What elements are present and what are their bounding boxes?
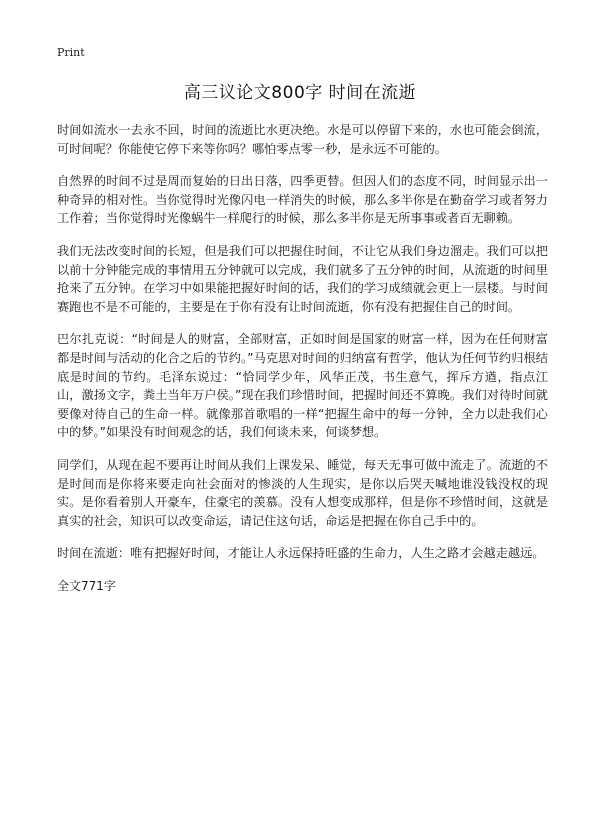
paragraph-5: 同学们，从现在起不要再让时间从我们上课发呆、睡觉，每天无事可做中流走了。流逝的不是时间而是你将来要走向社会面对的惨淡的人生现实，是你以后哭天喊地谁没钱没权的现实。是你看着别人开豪车，住豪宅的羡慕。没有人想变成那样，但是你不珍惜时间，这就是真实的社会，知识可以改变命运，请记住这句话，命运是把握在你自己手中的。 xyxy=(57,457,548,528)
paragraph-6: 时间在流逝：唯有把握好时间，才能让人永远保持旺盛的生命力，人生之路才会越走越远。 xyxy=(57,546,545,561)
article-title: 高三议论文800字 时间在流逝 xyxy=(183,83,417,103)
article-body xyxy=(57,121,548,595)
paragraph-2: 自然界的时间不过是周而复始的日出日落，四季更替。但因人们的态度不同，时间显示出一种奇异的相对性。当你觉得时光像闪电一样消失的时候，那么多半你是在勤奋学习或者努力工作着；当你觉得时光像蜗牛一样爬行的时候，那么多半你是无所事事或者百无聊赖。 xyxy=(57,174,548,226)
paragraph-1: 时间如流水一去永不回，时间的流逝比水更决绝。水是可以停留下来的，水也可能会倒流，可时间呢？你能使它停下来等你吗？哪怕零点零一秒，是永远不可能的。 xyxy=(57,123,548,156)
paragraph-4: 巴尔扎克说：“时间是人的财富，全部财富，正如时间是国家的财富一样，因为在任何财富都是时间与活动的化合之后的节约。”马克思对时间的归纳富有哲学，他认为任何节约归根结底是时间的节约。毛泽东说过：“恰同学少年，风华正茂，书生意气，挥斥方遒，指点江山，激扬文字，粪土当年万户侯。”现在我们珍惜时间，把握时间还不算晚。我们对待时间就要像对待自己的生命一样。就像那首歌唱的一样“把握生命中的每一分钟，全力以赴我们心中的梦。”如果没有时间观念的话，我们何谈未来，何谈梦想。 xyxy=(57,332,548,440)
print-link[interactable]: Print xyxy=(57,46,85,59)
paragraph-3: 我们无法改变时间的长短，但是我们可以把握住时间，不让它从我们身边溜走。我们可以把以前十分钟能完成的事情用五分钟就可以完成，我们就多了五分钟的时间，从流逝的时间里抢来了五分钟。在学习中如果能把握好时间的话，我们的学习成绩就会更上一层楼。与时间赛跑也不是不可能的，主要是在于你有没有让时间流逝，你有没有把握住自己的时间。 xyxy=(57,243,548,314)
word-count: 全文771字 xyxy=(57,578,116,593)
